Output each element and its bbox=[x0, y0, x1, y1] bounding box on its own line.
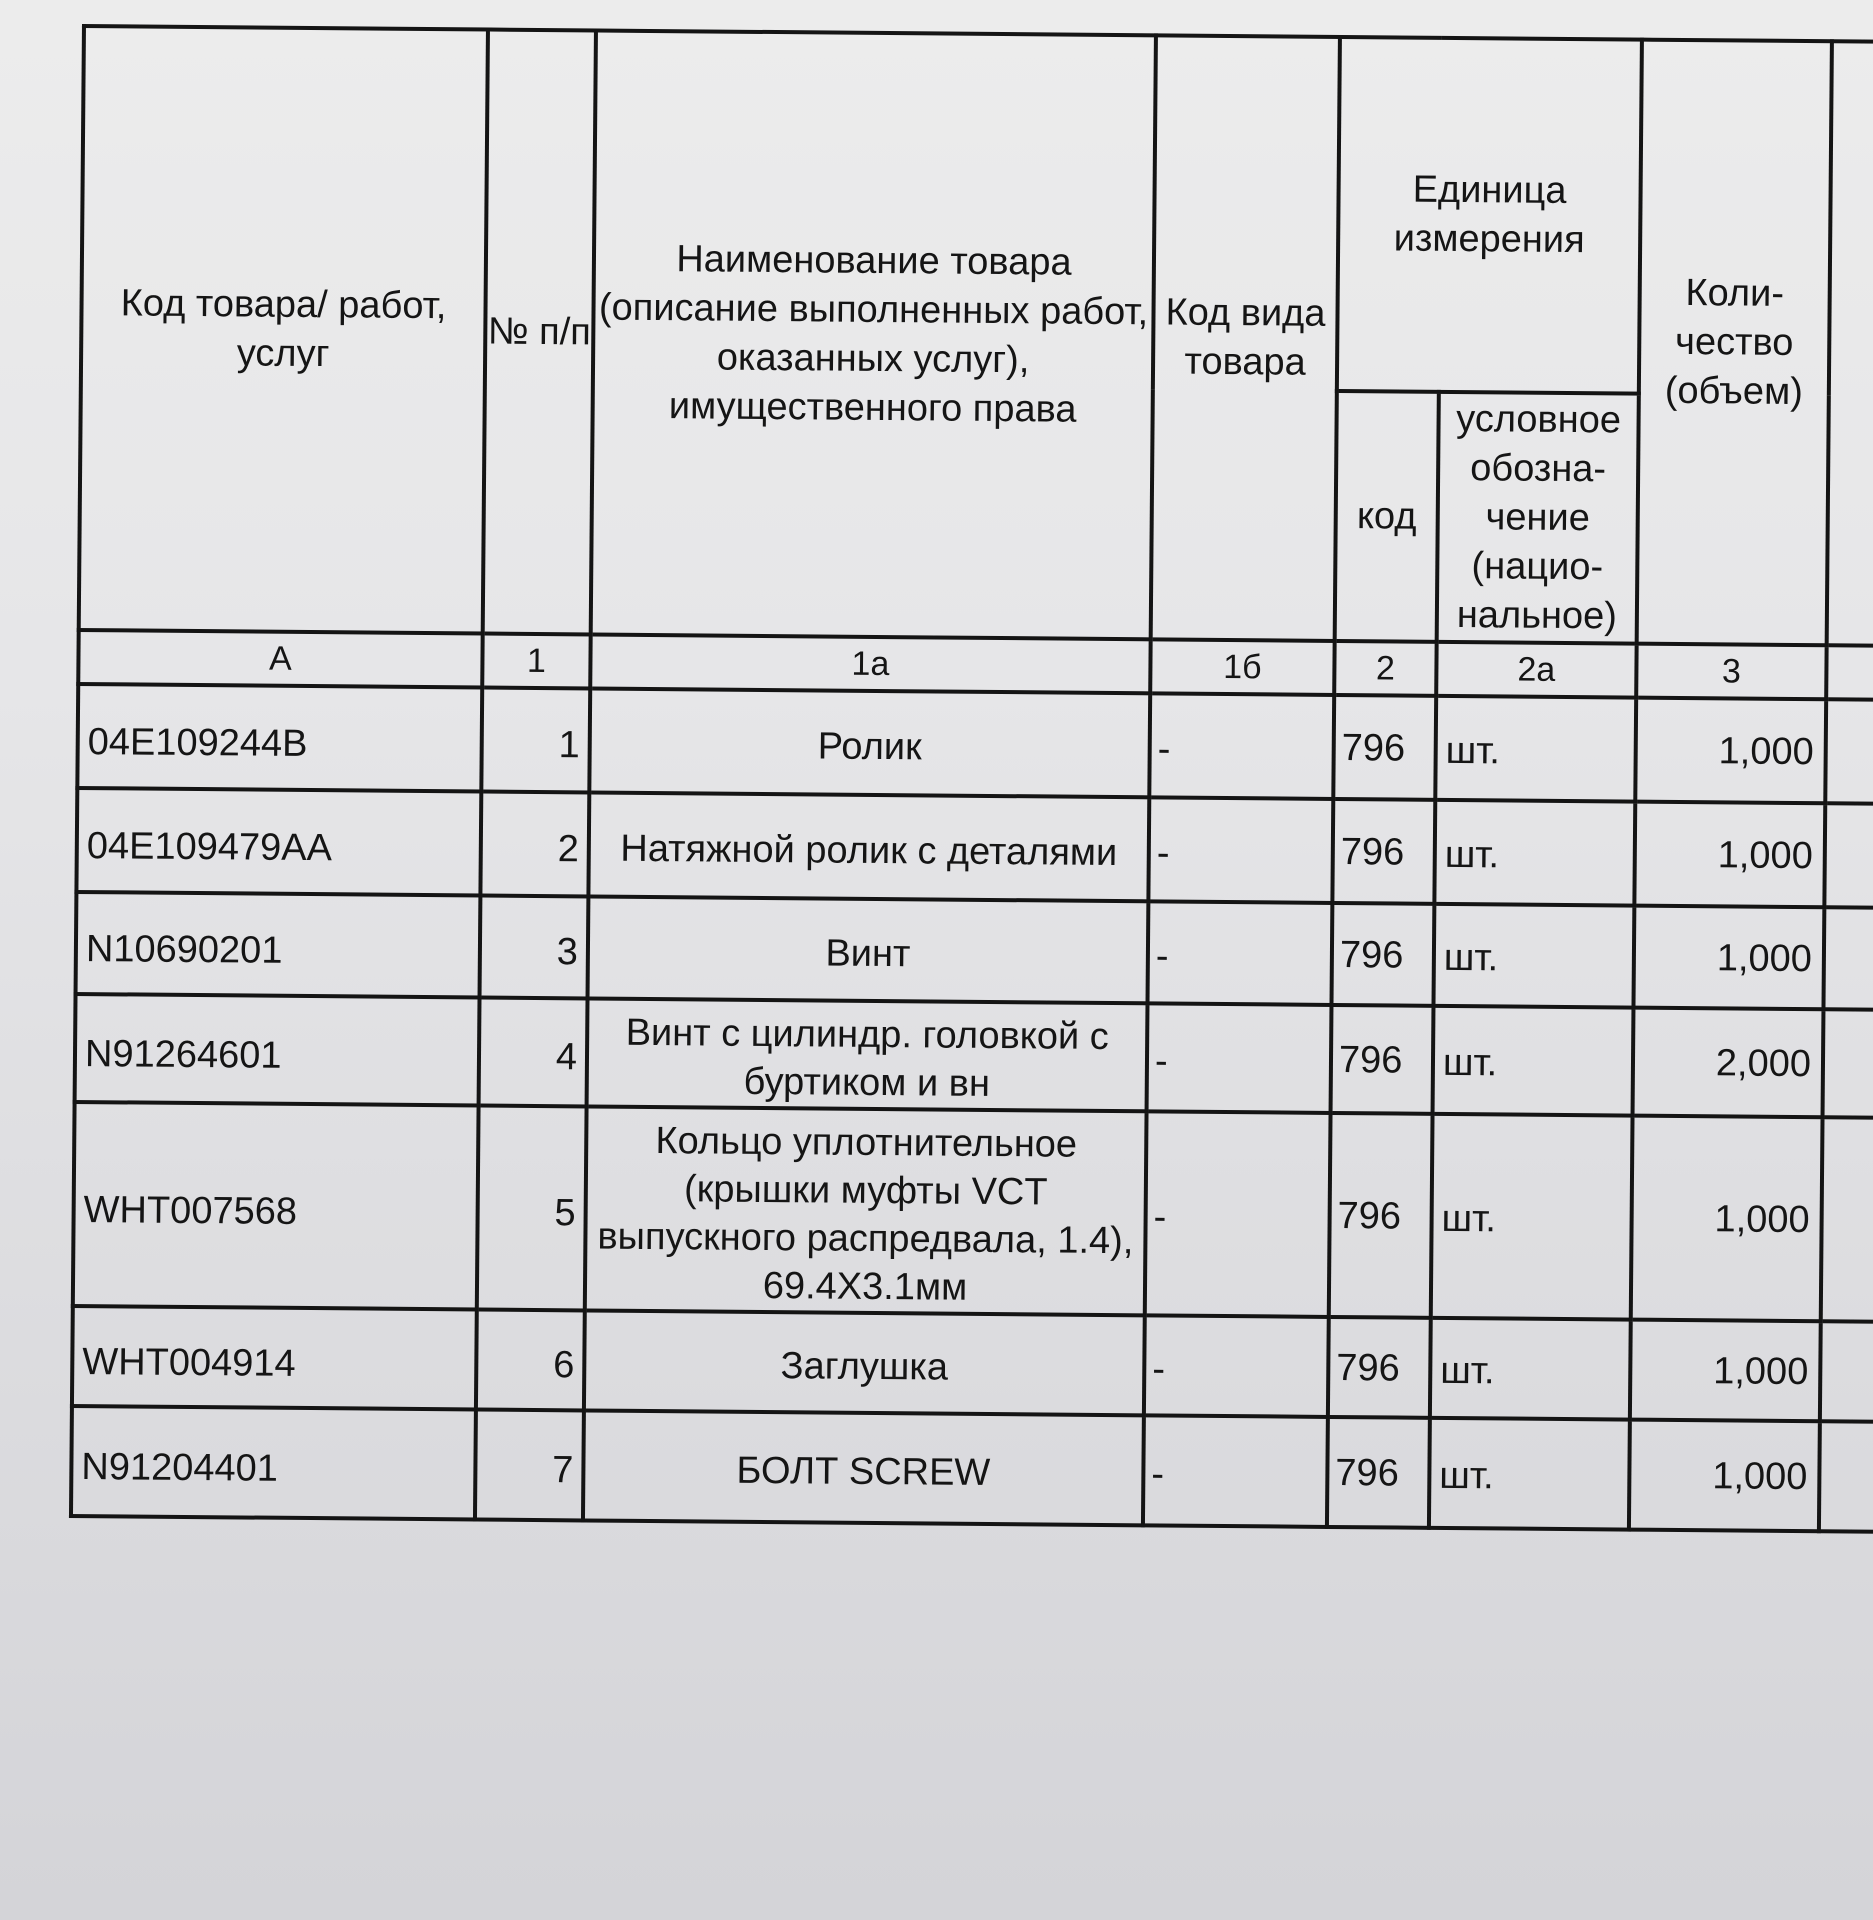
item-name: Винт с цилиндр. головкой с буртиком и вн bbox=[587, 998, 1148, 1111]
unit-code: 796 bbox=[1327, 1417, 1430, 1528]
colnum-unit-code: 2 bbox=[1334, 641, 1436, 696]
table-row bbox=[73, 1102, 1873, 1322]
item-code: N91264601 bbox=[75, 994, 480, 1106]
cut-off-cell bbox=[1820, 1321, 1873, 1422]
item-name: Кольцо уплотнительное (крышки муфты VCT выпускного распредвала, 1.4), 69.4X3.1мм bbox=[585, 1106, 1147, 1315]
header-kind-code: Код вида товара bbox=[1151, 35, 1340, 641]
quantity: 1,000 bbox=[1634, 802, 1825, 908]
quantity: 1,000 bbox=[1631, 1116, 1823, 1322]
unit-symbol: шт. bbox=[1433, 1006, 1634, 1116]
unit-code: 796 bbox=[1329, 1113, 1433, 1318]
item-code: WHT007568 bbox=[73, 1102, 479, 1310]
item-name: Натяжной ролик с деталями bbox=[588, 792, 1149, 901]
quantity: 1,000 bbox=[1630, 1320, 1821, 1422]
colnum-quantity: 3 bbox=[1636, 644, 1826, 700]
unit-code: 796 bbox=[1331, 1005, 1434, 1114]
item-kind-code: - bbox=[1148, 797, 1333, 903]
row-number: 3 bbox=[480, 896, 589, 999]
colnum-number: 1 bbox=[482, 634, 590, 689]
colnum-name: 1а bbox=[590, 634, 1150, 693]
colnum-code: А bbox=[78, 630, 482, 688]
row-number: 4 bbox=[479, 998, 588, 1107]
table-row bbox=[76, 892, 1873, 1010]
header-cut-off-column bbox=[1827, 41, 1873, 646]
unit-symbol: шт. bbox=[1435, 696, 1636, 802]
item-kind-code: - bbox=[1144, 1315, 1329, 1417]
cut-off-cell bbox=[1819, 1421, 1873, 1532]
cut-off-cell bbox=[1824, 803, 1873, 908]
item-kind-code: - bbox=[1143, 1415, 1328, 1527]
header-unit-code: код bbox=[1335, 391, 1439, 642]
unit-code: 796 bbox=[1333, 695, 1436, 800]
colnum-cut-off bbox=[1826, 645, 1873, 700]
colnum-unit-symbol: 2а bbox=[1436, 642, 1636, 698]
row-number: 2 bbox=[480, 792, 589, 897]
cut-off-cell bbox=[1823, 907, 1873, 1010]
table-row bbox=[72, 1306, 1873, 1422]
colnum-kind: 1б bbox=[1150, 639, 1334, 695]
unit-symbol: шт. bbox=[1431, 1114, 1633, 1320]
item-code: WHT004914 bbox=[72, 1306, 477, 1410]
unit-symbol: шт. bbox=[1429, 1418, 1630, 1530]
item-code: 04E109479AA bbox=[76, 788, 481, 896]
cut-off-cell bbox=[1825, 699, 1873, 804]
invoice-table-container bbox=[69, 24, 1873, 1534]
item-name: Винт bbox=[588, 896, 1149, 1003]
unit-symbol: шт. bbox=[1433, 904, 1634, 1008]
quantity: 2,000 bbox=[1633, 1008, 1824, 1118]
header-item-name: Наименование товара (описание выполненных работ, оказанных услуг), имущественного права bbox=[591, 30, 1156, 639]
quantity: 1,000 bbox=[1629, 1420, 1820, 1532]
header-item-code: Код товара/ работ, услуг bbox=[79, 26, 488, 634]
item-name: Ролик bbox=[589, 688, 1150, 797]
item-kind-code: - bbox=[1149, 693, 1334, 799]
row-number: 7 bbox=[475, 1409, 584, 1520]
unit-code: 796 bbox=[1328, 1317, 1431, 1418]
cut-off-cell bbox=[1821, 1117, 1873, 1322]
header-unit-symbol: условное обозна- чение (нацио- нальное) bbox=[1437, 392, 1639, 644]
unit-symbol: шт. bbox=[1434, 800, 1635, 906]
quantity: 1,000 bbox=[1635, 698, 1826, 804]
table-row bbox=[71, 1406, 1873, 1532]
item-code: N91204401 bbox=[71, 1406, 476, 1520]
row-number: 5 bbox=[477, 1106, 587, 1311]
row-number: 6 bbox=[476, 1309, 585, 1410]
item-kind-code: - bbox=[1147, 1003, 1332, 1113]
item-code: 04E109244B bbox=[77, 684, 482, 792]
item-kind-code: - bbox=[1145, 1111, 1331, 1317]
item-kind-code: - bbox=[1147, 901, 1332, 1005]
unit-code: 796 bbox=[1331, 903, 1434, 1006]
item-code: N10690201 bbox=[76, 892, 481, 998]
quantity: 1,000 bbox=[1633, 906, 1824, 1010]
table-row bbox=[75, 994, 1873, 1118]
unit-symbol: шт. bbox=[1430, 1318, 1631, 1420]
table-row bbox=[76, 788, 1873, 908]
item-name: Заглушка bbox=[584, 1310, 1145, 1415]
header-quantity: Коли- чество (объем) bbox=[1637, 40, 1832, 646]
row-number: 1 bbox=[481, 688, 590, 793]
header-unit-group: Единица измерения bbox=[1337, 37, 1642, 394]
cut-off-cell bbox=[1823, 1009, 1873, 1118]
invoice-items-table bbox=[69, 24, 1873, 1534]
unit-code: 796 bbox=[1332, 799, 1435, 904]
header-row-number: № п/п bbox=[483, 30, 596, 635]
table-row bbox=[77, 684, 1873, 804]
item-name: БОЛТ SCREW bbox=[583, 1410, 1144, 1525]
